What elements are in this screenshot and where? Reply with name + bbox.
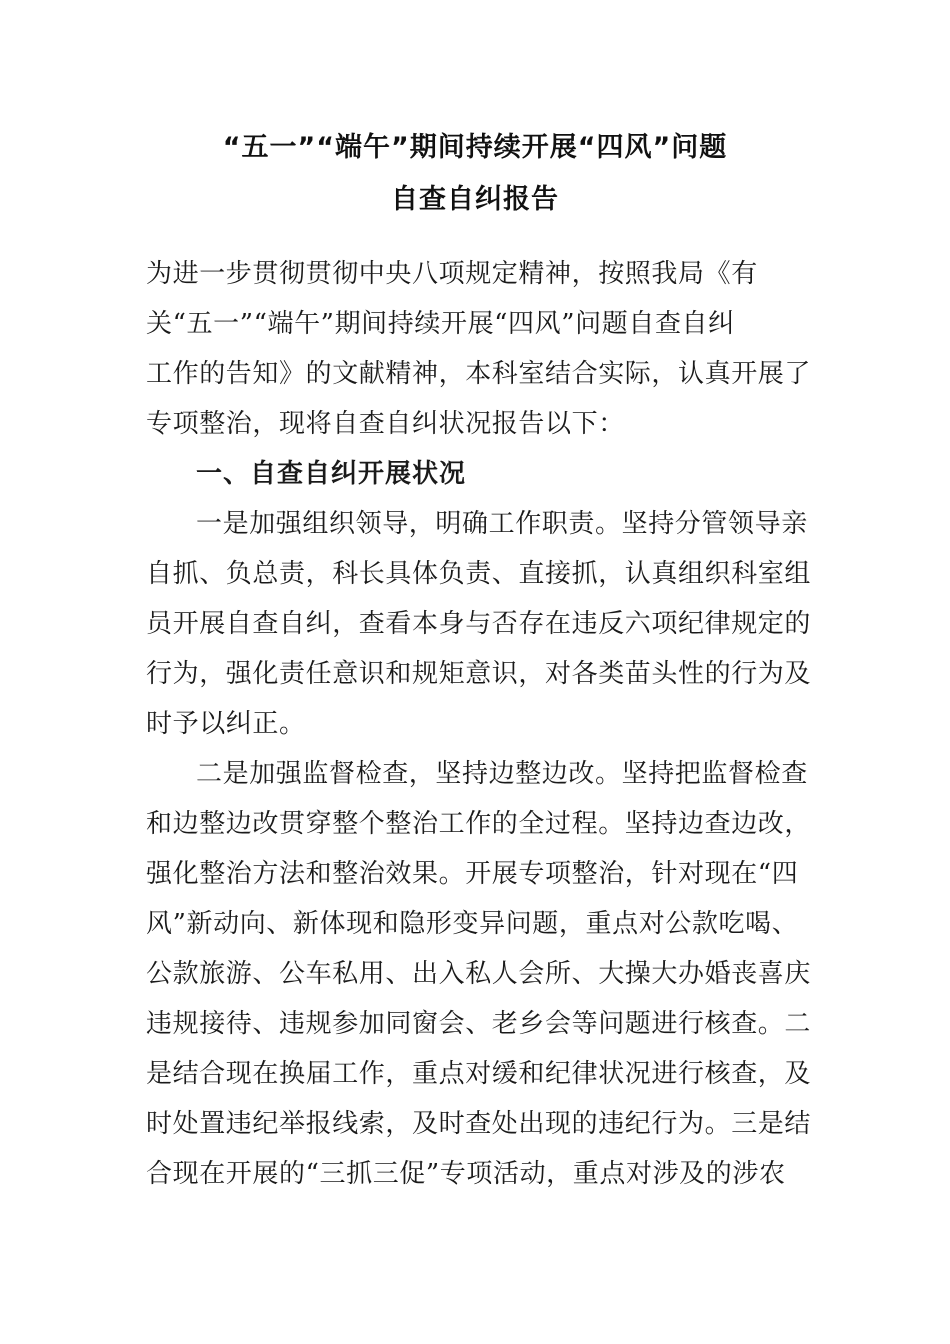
document-title-line-2: 自查自纠报告 (391, 184, 559, 215)
body-line-8: 员开展自查自纠，查看本身与否存在违反六项纪律规定的 (146, 609, 812, 639)
document-title-line-1: “五一”“端午”期间持续开展“四风”问题 (222, 132, 728, 163)
body-line-6: 一是加强组织领导，明确工作职责。坚持分管领导亲 (196, 509, 808, 539)
body-line-16: 违规接待、违规参加同窗会、老乡会等问题进行核查。二 (146, 1009, 812, 1039)
body-line-10: 时予以纠正。 (146, 709, 306, 739)
section-heading-1: 一、自查自纠开展状况 (196, 459, 467, 489)
body-line-13: 强化整治方法和整治效果。开展专项整治，针对现在“四 (146, 859, 799, 889)
body-line-3: 工作的告知》的文献精神，本科室结合实际，认真开展了 (146, 359, 812, 389)
body-line-1: 为进一步贯彻贯彻中央八项规定精神，按照我局《有 (146, 259, 758, 289)
body-line-7: 自抓、负总责，科长具体负责、直接抓，认真组织科室组 (146, 559, 812, 589)
body-line-19: 合现在开展的“三抓三促”专项活动，重点对涉及的涉农 (146, 1159, 786, 1189)
body-line-9: 行为，强化责任意识和规矩意识，对各类苗头性的行为及 (146, 659, 812, 689)
body-line-14: 风”新动向、新体现和隐形变异问题，重点对公款吃喝、 (146, 909, 799, 939)
body-line-18: 时处置违纪举报线索，及时查处出现的违纪行为。三是结 (146, 1109, 812, 1139)
body-line-11: 二是加强监督检查，坚持边整边改。坚持把监督检查 (196, 759, 808, 789)
body-line-17: 是结合现在换届工作，重点对缓和纪律状况进行核查，及 (146, 1059, 812, 1089)
body-line-4: 专项整治，现将自查自纠状况报告以下： (146, 409, 625, 439)
body-line-2: 关“五一”“端午”期间持续开展“四风”问题自查自纠 (146, 309, 735, 339)
body-line-12: 和边整边改贯穿整个整治工作的全过程。坚持边查边改， (146, 809, 812, 839)
body-line-15: 公款旅游、公车私用、出入私人会所、大操大办婚丧喜庆 (146, 959, 812, 989)
